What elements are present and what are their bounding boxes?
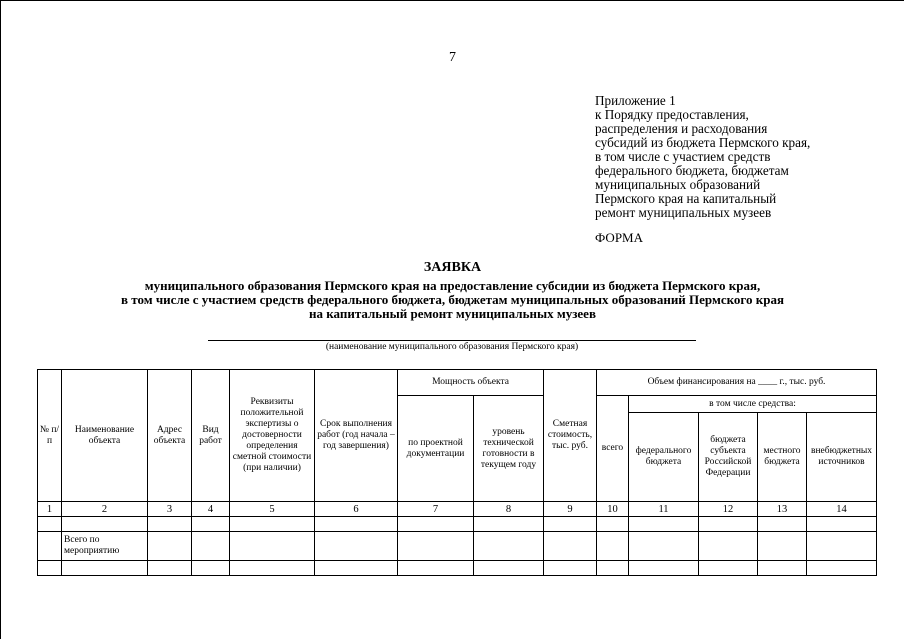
column-number: 14: [807, 502, 877, 517]
column-number: 4: [192, 502, 230, 517]
table-row: [38, 517, 877, 532]
column-number: 13: [758, 502, 807, 517]
header-federal: федерального бюджета: [629, 413, 699, 502]
header-extrabudget: внебюджетных источников: [807, 413, 877, 502]
header-expertise: Реквизиты положительной экспертизы о достоверности определения сметной стоимости (при наличии): [230, 370, 315, 502]
column-number: 8: [474, 502, 544, 517]
signature-caption: (наименование муниципального образования Пермского края): [325, 342, 579, 352]
header-term: Срок выполнения работ (год начала – год завершения): [315, 370, 398, 502]
appendix-line: субсидий из бюджета Пермского края,: [595, 135, 811, 150]
appendix-line: ремонт муниципальных музеев: [595, 205, 772, 220]
appendix-line: Пермского края на капитальный: [595, 191, 777, 206]
total-row-label: Всего по мероприятию: [62, 532, 148, 561]
column-number: 7: [398, 502, 474, 517]
appendix-line: к Порядку предоставления,: [595, 107, 749, 122]
document-title: ЗАЯВКА: [423, 260, 482, 275]
header-capacity-readiness: уровень технической готовности в текущем году: [474, 396, 544, 502]
column-number: 10: [597, 502, 629, 517]
column-number: 1: [38, 502, 62, 517]
subtitle-line: в том числе с участием средств федерального бюджета, бюджетам муниципальных образований Пермского края: [121, 292, 784, 307]
column-number: 2: [62, 502, 148, 517]
application-table: [37, 369, 877, 576]
form-label: ФОРМА: [595, 230, 643, 245]
header-num: № п/п: [38, 370, 62, 502]
header-address: Адрес объекта: [148, 370, 192, 502]
header-including: в том числе средства:: [629, 396, 877, 413]
header-work-type: Вид работ: [192, 370, 230, 502]
subtitle-line: на капитальный ремонт муниципальных музеев: [309, 306, 596, 321]
total-row: [38, 532, 877, 561]
column-number: 6: [315, 502, 398, 517]
appendix-line: распределения и расходования: [595, 121, 768, 136]
signature-line: [208, 340, 696, 341]
document-subtitle: [0, 279, 905, 321]
appendix-line: Приложение 1: [595, 93, 676, 108]
header-capacity-group: Мощность объекта: [398, 370, 544, 396]
header-total: всего: [597, 396, 629, 502]
column-number: 3: [148, 502, 192, 517]
column-number: 5: [230, 502, 315, 517]
header-name: Наименование объекта: [62, 370, 148, 502]
appendix-line: в том числе с участием средств: [595, 149, 771, 164]
appendix-line: федерального бюджета, бюджетам: [595, 163, 789, 178]
header-estimated-cost: Сметная стоимость, тыс. руб.: [544, 370, 597, 502]
appendix-block: [595, 94, 810, 220]
header-capacity-project: по проектной документации: [398, 396, 474, 502]
column-number: 12: [699, 502, 758, 517]
header-regional: бюджета субъекта Российской Федерации: [699, 413, 758, 502]
appendix-line: муниципальных образований: [595, 177, 761, 192]
table-row: [38, 561, 877, 576]
header-financing-group: Объем финансирования на ____ г., тыс. руб.: [597, 370, 877, 396]
header-local: местного бюджета: [758, 413, 807, 502]
subtitle-line: муниципального образования Пермского края на предоставление субсидии из бюджета Пермского края,: [144, 278, 761, 293]
page-number: 7: [449, 50, 456, 65]
column-number: 11: [629, 502, 699, 517]
column-number: 9: [544, 502, 597, 517]
